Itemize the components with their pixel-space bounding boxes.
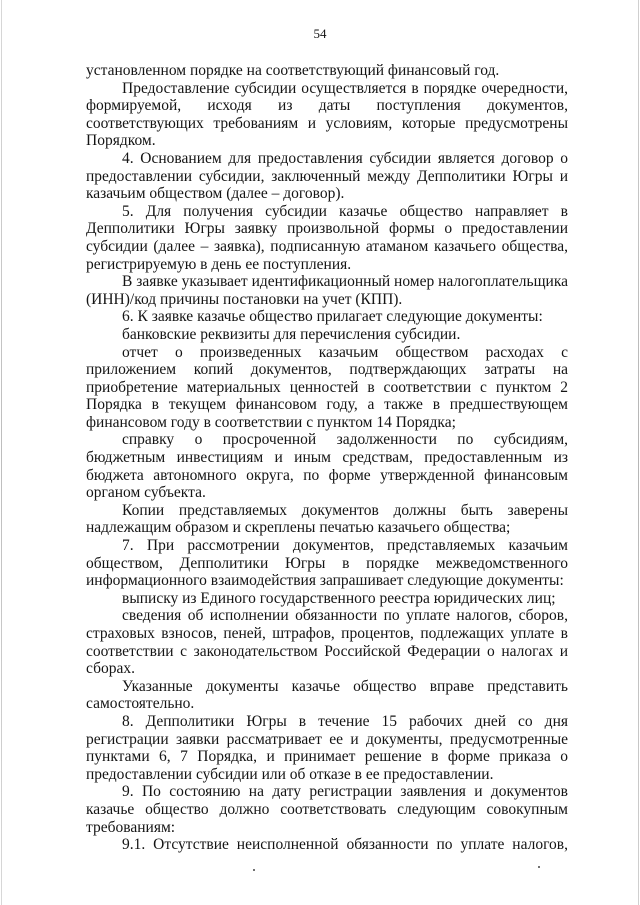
page-number: 54	[313, 26, 327, 41]
paragraph-item-4: 4. Основанием для предоставления субсидии является договор о предоставлении субсидии, заключенный между Депполитики Югры и казачьим обществом (далее – договор).	[86, 149, 568, 203]
paragraph-item-6: 6. К заявке казачье общество прилагает следующие документы:	[122, 308, 543, 326]
paragraph-copies-certified: Копии представляемых документов должны быть заверены надлежащим образом и скреплены печатью казачьего общества;	[86, 501, 568, 537]
document-body	[86, 62, 568, 854]
paragraph-tax-obligations: сведения об исполнении обязанности по уплате налогов, сборов, страховых взносов, пеней, штрафов, процентов, подлежащих уплате в соответствии с законодательством Российской Федерации о налогах и сборах.	[86, 607, 568, 678]
paragraph-self-submission: Указанные документы казачье общество вправе представить самостоятельно.	[86, 677, 568, 713]
paragraph-egrul-extract: выписку из Единого государственного реестра юридических лиц;	[122, 589, 556, 607]
paragraph-item-9: 9. По состоянию на дату регистрации заявления и документов казачье общество должно соответствовать следующим совокупным требованиям:	[86, 783, 568, 836]
paragraph-item-8: 8. Депполитики Югры в течение 15 рабочих дней со дня регистрации заявки рассматривает ее и документы, предусмотренные пунктами 6, 7 Порядка, и принимает решение в форме приказа о предоставлении субсидии или об отказе в ее предоставлении.	[86, 712, 568, 783]
paragraph-expense-report: отчет о произведенных казачьим обществом расходах с приложением копий документов, подтверждающих затраты на приобретение материальных ценностей в соответствии с пунктом 2 Порядка в текущем финансовом году, а также в предшествующем финансовом году в соответствии с пунктом 14 Порядка;	[86, 343, 568, 431]
paragraph-bank-details: банковские реквизиты для перечисления субсидии.	[122, 325, 461, 343]
scan-edge-right	[638, 0, 639, 905]
scan-speck	[253, 869, 255, 871]
paragraph-continuation: установленном порядке на соответствующий финансовый год.	[86, 62, 500, 79]
paragraph-inn-kpp: В заявке указывает идентификационный номер налогоплательщика (ИНН)/код причины постановки на учет (КПП).	[86, 273, 568, 308]
scan-speck	[538, 866, 540, 868]
paragraph-order-of-provision: Предоставление субсидии осуществляется в порядке очередности, формируемой, исходя из даты поступления документов, соответствующих требованиям и условиям, которые предусмотрены Порядком.	[86, 79, 568, 150]
paragraph-item-5: 5. Для получения субсидии казачье общество направляет в Депполитики Югры заявку произвольной формы о предоставлении субсидии (далее – заявка), подписанную атаманом казачьего общества, регистрируемую в день ее поступления.	[86, 202, 568, 273]
paragraph-debt-certificate: справку о просроченной задолженности по субсидиям, бюджетным инвестициям и иным средствам, предоставленным из бюджета автономного округа, по форме утвержденной финансовым органом субъекта.	[86, 431, 568, 502]
paragraph-item-9-1: 9.1. Отсутствие неисполненной обязанности по уплате налогов,	[122, 836, 568, 854]
scan-edge-left	[1, 0, 2, 905]
paragraph-item-7: 7. При рассмотрении документов, представляемых казачьим обществом, Депполитики Югры в порядке межведомственного информационного взаимодействия запрашивает следующие документы:	[86, 537, 568, 590]
